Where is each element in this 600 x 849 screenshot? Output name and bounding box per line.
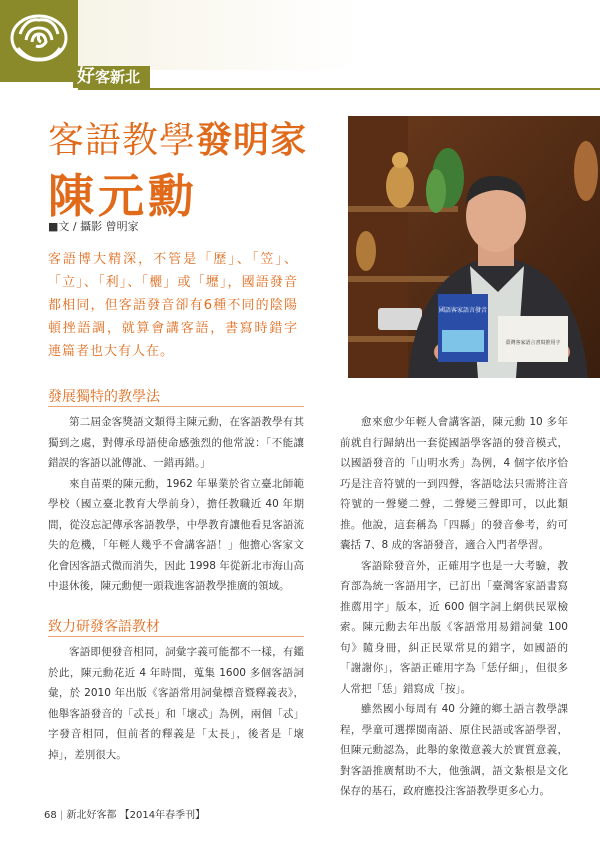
- issue-label: 【2014年春季刊】: [119, 810, 206, 821]
- right-column-body: [340, 412, 568, 802]
- section-label-rest: 客新北: [95, 68, 141, 86]
- magazine-logo: [0, 0, 78, 82]
- section1-rule: [48, 406, 304, 407]
- intro-paragraph: 客語博大精深，不管是「歷」、「笠」、「立」、「利」、「欐」或「壢」，國語發音都相同，但客語發音卻有6種不同的陰陽頓挫語調，就算會講客語，書寫時錯字連篇者也大有人在。: [48, 252, 298, 359]
- section1-paragraph: 來自苗栗的陳元勳，1962 年畢業於省立臺北師範學校（國立臺北教育大學前身），擔任教職近 40 年期間，從沒忘記傳承客語教學，中學教育讓他看見客語流失的危機，「年輕人幾乎不會講客語！」他擔心客家文化會因客語式微而消失，因此 1998 年從新北市海山高中退休後，陳元勳便一頭栽進客語教學推廣的領域。: [48, 477, 304, 592]
- right-paragraph: 雖然國小每周有 40 分鐘的鄉土語言教學課程，學童可選擇閩南語、原住民語或客語學習，但陳元勳認為，此舉的象徵意義大於實質意義，對客語推廣幫助不大，他強調，語文紮根是文化保存的基石，政府應投注客語教學更多心力。: [340, 703, 568, 797]
- section1-heading: 發展獨特的教學法: [48, 389, 160, 405]
- section1-body: [48, 412, 304, 597]
- magazine-name: 新北好客都: [66, 810, 117, 821]
- header-divider: [78, 88, 600, 90]
- book-cover-text: 國語客家語言發音: [438, 307, 488, 314]
- article-title: [48, 112, 307, 163]
- page-number: 68: [44, 810, 57, 821]
- section-label: [73, 66, 150, 88]
- right-paragraph: 客語除發音外，正確用字也是一大考驗，教育部為統一客語用字，已訂出「臺灣客家語書寫推薦用字」版本，近 600 個字詞上網供民眾檢索。陳元勳去年出版《客語常用易錯詞彙 100 句》隨身冊，糾正民眾常見的錯字，如國語的「謝謝你」，客語正確用字為「恁仔細」，但很多人常把「恁」錯寫成「按」。: [340, 559, 568, 695]
- article-subject-name: 陳元勳: [48, 169, 198, 223]
- section2-rule: [48, 636, 304, 637]
- section2-paragraph: 客語即便發音相同，詞彙字義可能都不一樣，有鑑於此，陳元勳花近 4 年時間，蒐集 1600 多個客語詞彙，於 2010 年出版《客語常用詞彙標音暨釋義表》，他舉客語發音的「忒長」和「壞忒」為例，兩個「忒」字發音相同，但前者的釋義是「太長」，後者是「壞掉」，差別很大。: [48, 646, 304, 761]
- header-band: [0, 0, 600, 70]
- page-footer: 68 | 新北好客都 【2014年春季刊】: [44, 810, 206, 821]
- section-label-big: 好: [77, 66, 95, 87]
- rose-icon: [6, 4, 72, 70]
- portrait-photo: [348, 116, 600, 378]
- title-part-b: 發明家: [196, 120, 308, 161]
- section2-body: [48, 642, 304, 765]
- right-paragraph: 愈來愈少年輕人會講客語，陳元勳 10 多年前就自行歸納出一套從國語學客語的發音模式，以國語發音的「山明水秀」為例，4 個字依序恰巧是注音符號的一到四聲，客語唸法只需將注音符號的一聲變二聲，二聲變三聲即可，以此類推。他說，這套稱為「四縣」的發音參考，約可囊括 7、8 成的客語發音，適合入門者學習。: [340, 416, 568, 551]
- section1-paragraph: 第二屆金客獎語文類得主陳元勳，在客語教學有其獨到之處，對傳承母語使命感強烈的他常說：「不能讓錯誤的客語以訛傳訛、一錯再錯。」: [48, 416, 304, 469]
- section2-heading: 致力研發客語教材: [48, 619, 160, 635]
- byline: ■文 / 攝影 曾明家: [48, 220, 139, 233]
- book-spine: [498, 316, 568, 362]
- title-part-a: 客語教學: [48, 120, 197, 161]
- book-spine-text: 臺灣客家語言書寫推用字: [505, 340, 561, 346]
